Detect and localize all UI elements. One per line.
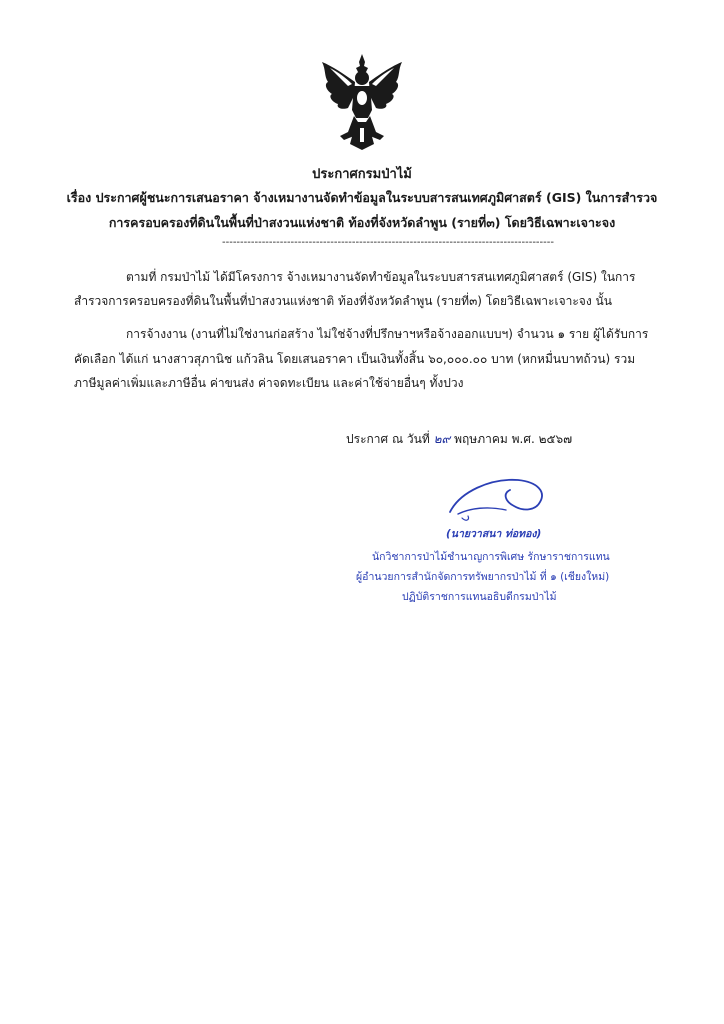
body-line-5: ภาษีมูลค่าเพิ่มและภาษีอื่น ค่าขนส่ง ค่าจดทะเบียน และค่าใช้จ่ายอื่นๆ ทั้งปวง <box>74 376 464 390</box>
signatory-name: (นายวาสนา ท่อทอง) <box>446 528 542 540</box>
announcement-prefix: ประกาศ ณ วันที่ <box>346 432 430 446</box>
garuda-emblem-icon <box>318 52 406 152</box>
signatory-position-1: นักวิชาการป่าไม้ชำนาญการพิเศษ รักษาราชการแทน <box>372 551 610 563</box>
body-line-4: คัดเลือก ได้แก่ นางสาวสุภานิช แก้วลิน โดยเสนอราคา เป็นเงินทั้งสิ้น ๖๐,๐๐๐.๐๐ บาท (หกหมื่นบาทถ้วน) รวม <box>74 352 636 366</box>
signatory-position-3: ปฏิบัติราชการแทนอธิบดีกรมป่าไม้ <box>402 591 557 603</box>
body-line-1: ตามที่ กรมป่าไม้ ได้มีโครงการ จ้างเหมางานจัดทำข้อมูลในระบบสารสนเทศภูมิศาสตร์ (GIS) ในการ <box>126 270 636 284</box>
handwritten-signature <box>440 472 550 532</box>
body-line-3: การจ้างงาน (งานที่ไม่ใช่งานก่อสร้าง ไม่ใช่จ้างที่ปรึกษาฯหรือจ้างออกแบบฯ) จำนวน ๑ ราย ผู้ได้รับการ <box>126 327 649 341</box>
announcement-month-year: พฤษภาคม พ.ศ. ๒๕๖๗ <box>454 432 573 446</box>
announcement-day: ๒๙ <box>433 432 451 446</box>
office-title: ประกาศกรมป่าไม้ <box>312 167 412 182</box>
subject-line-2: การครอบครองที่ดินในพื้นที่ป่าสงวนแห่งชาติ ท้องที่จังหวัดลำพูน (รายที่๓) โดยวิธีเฉพาะเจาะจง <box>108 215 616 230</box>
subject-line-1: เรื่อง ประกาศผู้ชนะการเสนอราคา จ้างเหมางานจัดทำข้อมูลในระบบสารสนเทศภูมิศาสตร์ (GIS) ในการสำรวจ <box>66 190 658 205</box>
divider: -------------------------------------------------------------------------------------------- <box>222 237 554 248</box>
announcement-date <box>346 430 572 449</box>
signatory-position-2: ผู้อำนวยการสำนักจัดการทรัพยากรป่าไม้ ที่ ๑ (เชียงใหม่) <box>356 571 610 583</box>
body-line-2: สำรวจการครอบครองที่ดินในพื้นที่ป่าสงวนแห่งชาติ ท้องที่จังหวัดลำพูน (รายที่๓) โดยวิธีเฉพาะเจาะจง นั้น <box>74 294 612 308</box>
